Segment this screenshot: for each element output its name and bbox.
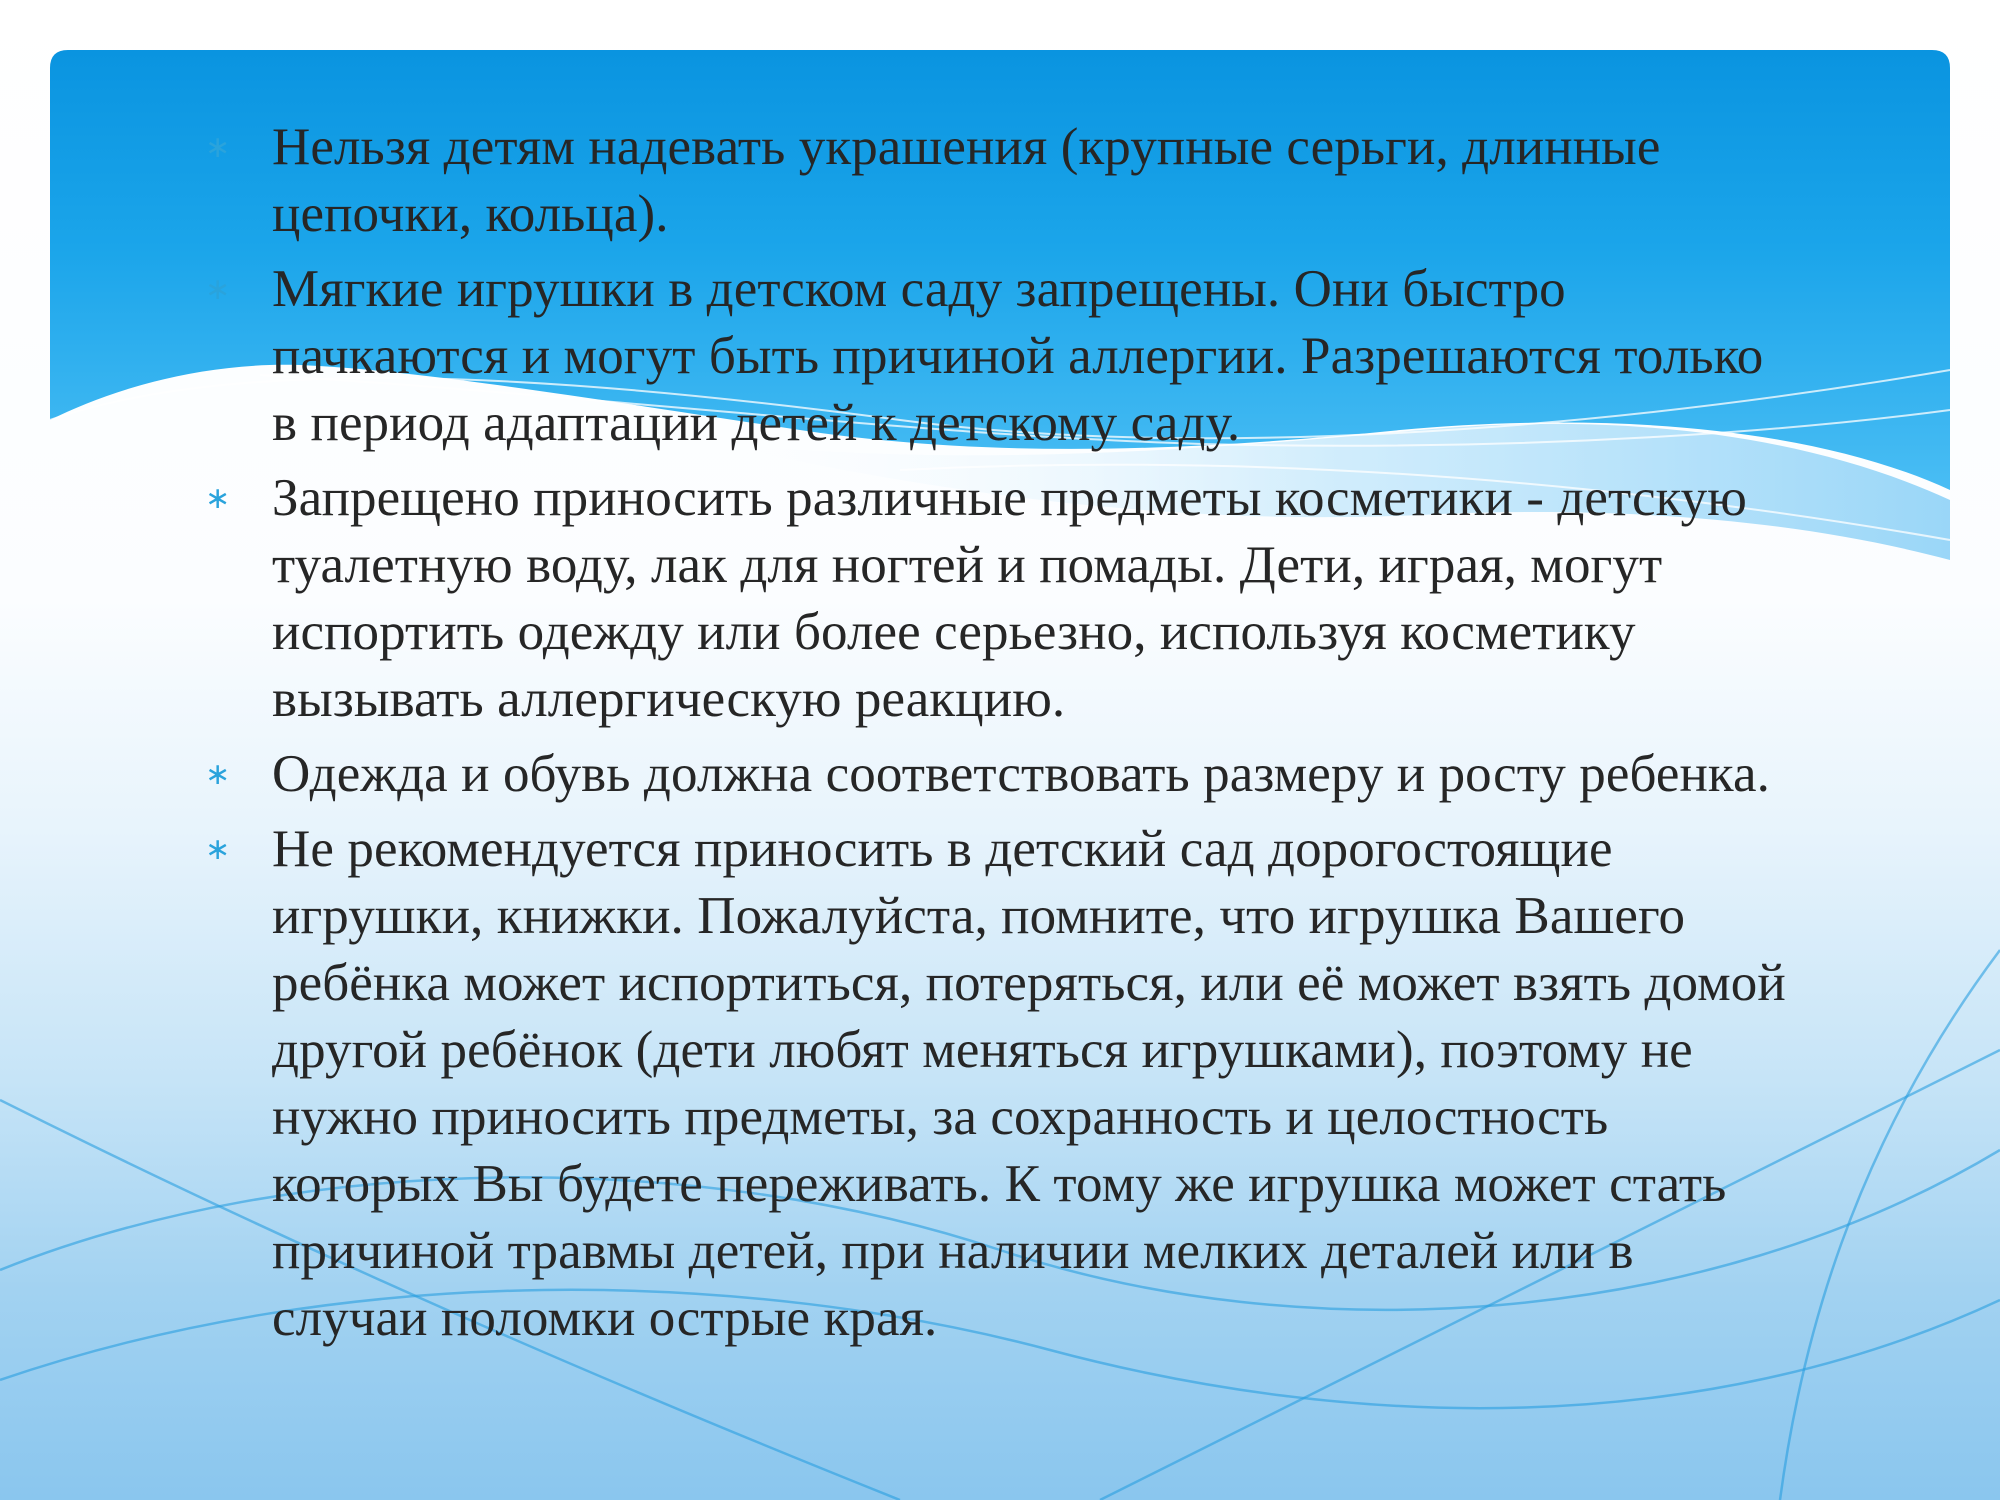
asterisk-icon: ∗ (205, 481, 231, 516)
bullet-item (205, 114, 1795, 248)
bullet-text: Не рекомендуется приносить в детский сад дорогостоящие игрушки, книжки. Пожалуйста, помните, что игрушка Вашего ребёнка может испортиться, потеряться, или её может взять домой другой ребёнок (дети любят меняться игрушками), поэтому не нужно приносить предметы, за сохранность и целостность которых Вы будете переживать. К тому же игрушка может стать причиной травмы детей, при наличии мелких деталей или в случаи поломки острые края. (272, 820, 1786, 1347)
bullet-item (205, 816, 1795, 1352)
bullet-text: Запрещено приносить различные предметы косметики - детскую туалетную воду, лак для ногтей и помады. Дети, играя, могут испортить одежду или более серьезно, используя косметику вызывать аллергическую реакцию. (272, 469, 1747, 728)
asterisk-icon: ∗ (205, 757, 231, 792)
bullet-item (205, 741, 1795, 808)
bullet-text: Мягкие игрушки в детском саду запрещены. Они быстро пачкаются и могут быть причиной аллергии. Разрешаются только в период адаптации детей к детскому саду. (272, 260, 1764, 452)
bullet-text: Одежда и обувь должна соответствовать размеру и росту ребенка. (272, 745, 1770, 803)
asterisk-icon: ∗ (205, 832, 231, 867)
bullet-text: Нельзя детям надевать украшения (крупные серьги, длинные цепочки, кольца). (272, 118, 1661, 243)
asterisk-icon: ∗ (205, 130, 231, 165)
bullet-item (205, 465, 1795, 733)
asterisk-icon: ∗ (205, 272, 231, 307)
bullet-item (205, 256, 1795, 457)
bullet-list (205, 114, 1795, 1360)
bottom-wave-line (1780, 950, 2000, 1500)
